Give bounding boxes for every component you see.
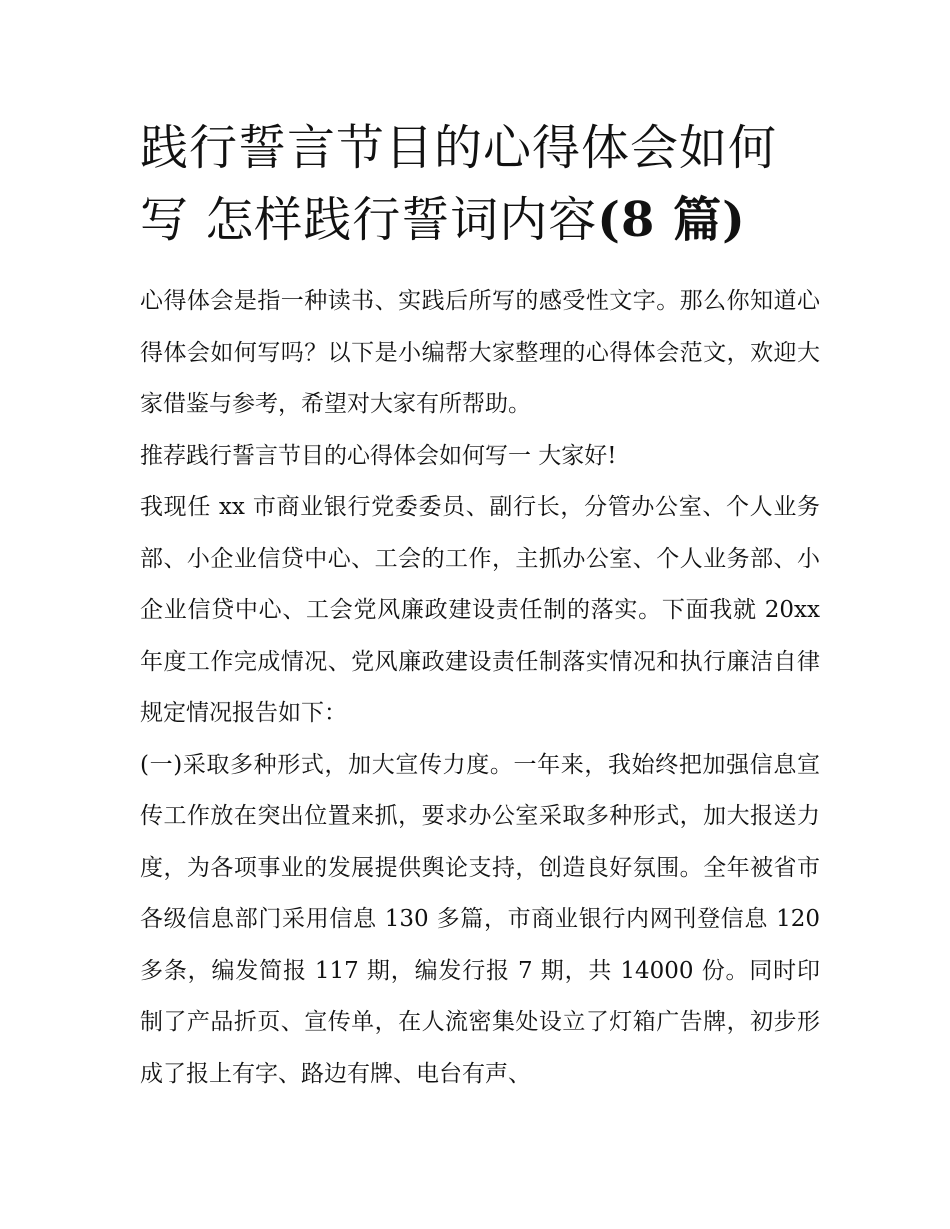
- document-title: [140, 112, 820, 256]
- body-paragraph: (一)采取多种形式，加大宣传力度。一年来，我始终把加强信息宣传工作放在突出位置来抓，要求办公室采取多种形式，加大报送力度，为各项事业的发展提供舆论支持，创造良好氛围。全年被省市各级信息部门采用信息 130 多篇，市商业银行内网刊登信息 120 多条，编发简报 117 期，编发行报 7 期，共 14000 份。同时印制了产品折页、宣传单，在人流密集处设立了灯箱广告牌，初步形成了报上有字、路边有牌、电台有声、: [140, 751, 820, 1087]
- title-main: 践行誓言节目的心得体会如何写 怎样践行誓词内容: [140, 120, 778, 248]
- section-heading: 推荐践行誓言节目的心得体会如何写一 大家好!: [140, 442, 617, 469]
- body-paragraph: 我现任 xx 市商业银行党委委员、副行长，分管办公室、个人业务部、小企业信贷中心、工会的工作，主抓办公室、个人业务部、小企业信贷中心、工会党风廉政建设责任制的落实。下面我就 20xx 年度工作完成情况、党风廉政建设责任制落实情况和执行廉洁自律规定情况报告如下：: [140, 494, 820, 726]
- document-body: [140, 276, 820, 1100]
- intro-paragraph: 心得体会是指一种读书、实践后所写的感受性文字。那么你知道心得体会如何写吗？以下是小编帮大家整理的心得体会范文，欢迎大家借鉴与参考，希望对大家有所帮助。: [140, 288, 820, 417]
- title-count: (8 篇): [597, 192, 746, 248]
